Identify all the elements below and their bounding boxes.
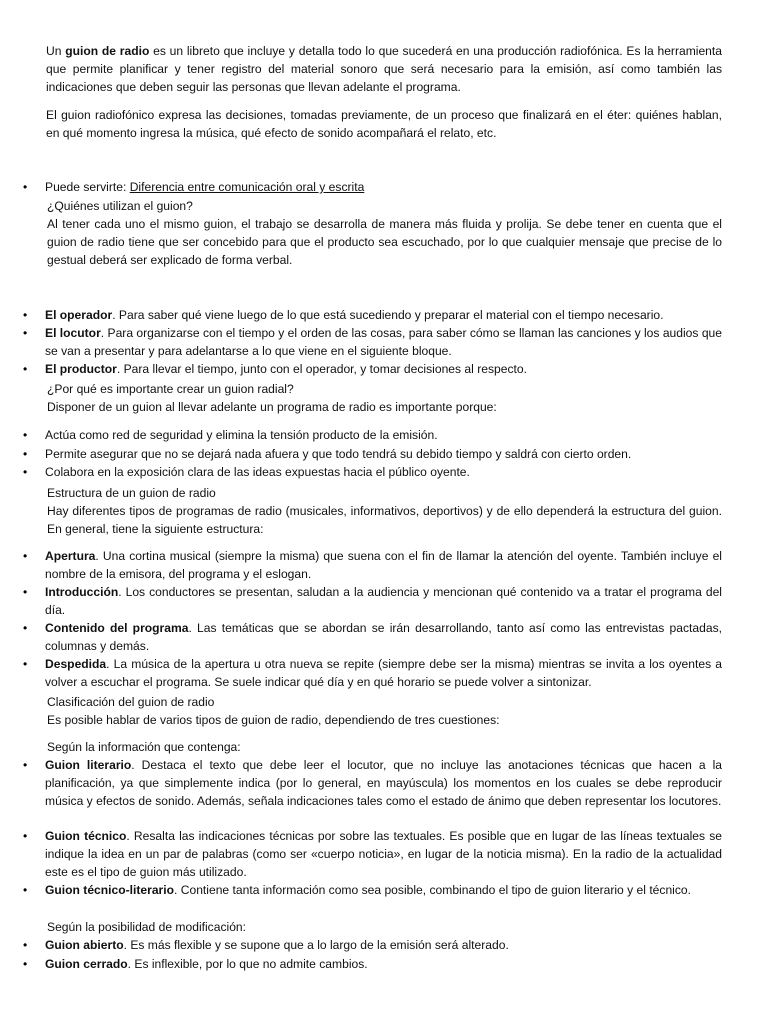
part-term: Contenido del programa <box>45 621 189 635</box>
list-item-role <box>23 306 722 324</box>
list-item-part <box>23 619 722 655</box>
bullet-icon: • <box>23 938 28 952</box>
bullet-icon: • <box>23 957 28 971</box>
part-text: . La música de la apertura u otra nueva se repite (siempre debe ser la misma) mientras se invita a los oyentes a volver a escuchar el programa. Se suele indicar qué día y en qué horario se puede volver a sintonizar. <box>45 657 722 689</box>
section-heading-quienes: ¿Quiénes utilizan el guion? <box>47 199 193 213</box>
part-term: Apertura <box>45 549 96 563</box>
intro-paragraph-2: El guion radiofónico expresa las decisiones, tomadas previamente, de un proceso que finalizará en el éter: quiénes hablan, en qué momento ingresa la música, qué efecto de sonido acompañará el relato, etc. <box>46 108 722 140</box>
role-term: El operador <box>45 308 113 322</box>
bullet-icon: • <box>23 621 28 635</box>
bullet-icon: • <box>23 829 28 843</box>
bullet-icon: • <box>23 549 28 563</box>
role-term: El productor <box>45 362 117 376</box>
bullet-icon: • <box>23 447 28 461</box>
section-text-quienes: Al tener cada uno el mismo guion, el trabajo se desarrolla de manera más fluida y prolija. Se debe tener en cuenta que el guion de radio tiene que ser concebido para que el producto sea escuchado, por lo que cualquier mensaje que precise de lo gestual deberá ser explicado de forma verbal. <box>47 217 722 267</box>
type-text: . Destaca el texto que debe leer el locutor, que no incluye las anotaciones técnicas que hacen a la planificación, ya que simplemente indica (por lo general, en mayúscula) los momentos en los cuales se debe reproducir música y efectos de sonido. Además, señala indicaciones tales como el estado de ánimo que deben representar los locutores. <box>45 758 722 808</box>
subheading-segun-mod: Según la posibilidad de modificación: <box>47 920 247 934</box>
intro-paragraph-1 <box>46 42 722 96</box>
reason-text: Colabora en la exposición clara de las ideas expuestas hacia el público oyente. <box>45 465 470 479</box>
list-item-part <box>23 655 722 691</box>
part-term: Despedida <box>45 657 107 671</box>
role-text: . Para llevar el tiempo, junto con el operador, y tomar decisiones al respecto. <box>116 362 527 376</box>
type-text: . Contiene tanta información como sea posible, combinando el tipo de guion literario y el técnico. <box>174 883 692 897</box>
intro-term: guion de radio <box>65 44 150 58</box>
bullet-icon: • <box>23 326 28 340</box>
reason-text: Permite asegurar que no se dejará nada afuera y que todo tendrá su debido tiempo y saldrá con cierto orden. <box>45 447 632 461</box>
role-text: . Para saber qué viene luego de lo que está sucediendo y preparar el material con el tiempo necesario. <box>112 308 664 322</box>
part-term: Introducción <box>45 585 119 599</box>
list-item-type <box>23 881 722 899</box>
bullet-icon: • <box>23 883 28 897</box>
bullet-icon: • <box>23 585 28 599</box>
related-article-link[interactable]: Diferencia entre comunicación oral y escrita <box>129 180 365 194</box>
list-item-part <box>23 583 722 619</box>
type-term: Guion técnico-literario <box>45 883 175 897</box>
bullet-icon: • <box>23 657 28 671</box>
list-item-reason <box>23 445 722 463</box>
list-item-role <box>23 324 722 360</box>
section-text-estructura: Hay diferentes tipos de programas de radio (musicales, informativos, deportivos) y de ello dependerá la estructura del guion. En general, tiene la siguiente estructura: <box>47 504 722 536</box>
section-heading-estructura: Estructura de un guion de radio <box>47 486 216 500</box>
list-item-role <box>23 360 722 378</box>
section-heading-porque: ¿Por qué es importante crear un guion radial? <box>47 382 294 396</box>
subheading-segun-info: Según la información que contenga: <box>47 740 241 754</box>
part-text: . Una cortina musical (siempre la misma) que suena con el fin de llamar la atención del oyente. También incluye el nombre de la emisora, del programa y el eslogan. <box>45 549 722 581</box>
bullet-icon: • <box>23 428 28 442</box>
mod-term: Guion cerrado <box>45 957 128 971</box>
bullet-icon: • <box>23 758 28 772</box>
list-item-part <box>23 547 722 583</box>
mod-text: . Es más flexible y se supone que a lo largo de la emisión será alterado. <box>123 938 509 952</box>
bullet-icon: • <box>23 362 28 376</box>
reason-text: Actúa como red de seguridad y elimina la tensión producto de la emisión. <box>45 428 438 442</box>
mod-text: . Es inflexible, por lo que no admite cambios. <box>127 957 368 971</box>
section-text-porque: Disponer de un guion al llevar adelante un programa de radio es importante porque: <box>47 400 497 414</box>
bullet-icon: • <box>23 465 28 479</box>
list-item-servirte <box>23 178 722 196</box>
role-text: . Para organizarse con el tiempo y el orden de las cosas, para saber cómo se llaman las canciones y los audios que se van a presentar y para adelantarse a lo que viene en el siguiente bloque. <box>45 326 722 358</box>
list-item-mod <box>23 936 722 954</box>
intro-text: Un <box>46 44 66 58</box>
part-text: . Las temáticas que se abordan se irán desarrollando, tanto así como las entrevistas pactadas, columnas y demás. <box>45 621 722 653</box>
role-term: El locutor <box>45 326 101 340</box>
mod-term: Guion abierto <box>45 938 124 952</box>
type-term: Guion técnico <box>45 829 127 843</box>
list-item-type <box>23 756 722 810</box>
section-heading-clasificacion: Clasificación del guion de radio <box>47 695 215 709</box>
bullet-icon: • <box>23 180 28 194</box>
intro-text: es un libreto que incluye y detalla todo lo que sucederá en una producción radiofónica. Es la herramienta que permite planificar y tener registro del material sonoro que será necesario para la emisión, así como también las indicaciones que deben seguir las personas que llevan adelante el programa. <box>46 44 722 94</box>
servirte-label: Puede servirte: <box>45 180 130 194</box>
type-text: . Resalta las indicaciones técnicas por sobre las textuales. Es posible que en lugar de las líneas textuales se indique la idea en un par de palabras (como ser «cuerpo noticia», en lugar de la noticia misma). En la radio de la actualidad este es el tipo de guion más utilizado. <box>45 829 722 879</box>
list-item-mod <box>23 955 722 973</box>
type-term: Guion literario <box>45 758 132 772</box>
bullet-icon: • <box>23 308 28 322</box>
part-text: . Los conductores se presentan, saludan a la audiencia y mencionan qué contenido va a tratar el programa del día. <box>45 585 722 617</box>
section-text-clasificacion: Es posible hablar de varios tipos de guion de radio, dependiendo de tres cuestiones: <box>47 713 500 727</box>
list-item-reason <box>23 426 722 444</box>
list-item-type <box>23 827 722 881</box>
list-item-reason <box>23 463 722 481</box>
